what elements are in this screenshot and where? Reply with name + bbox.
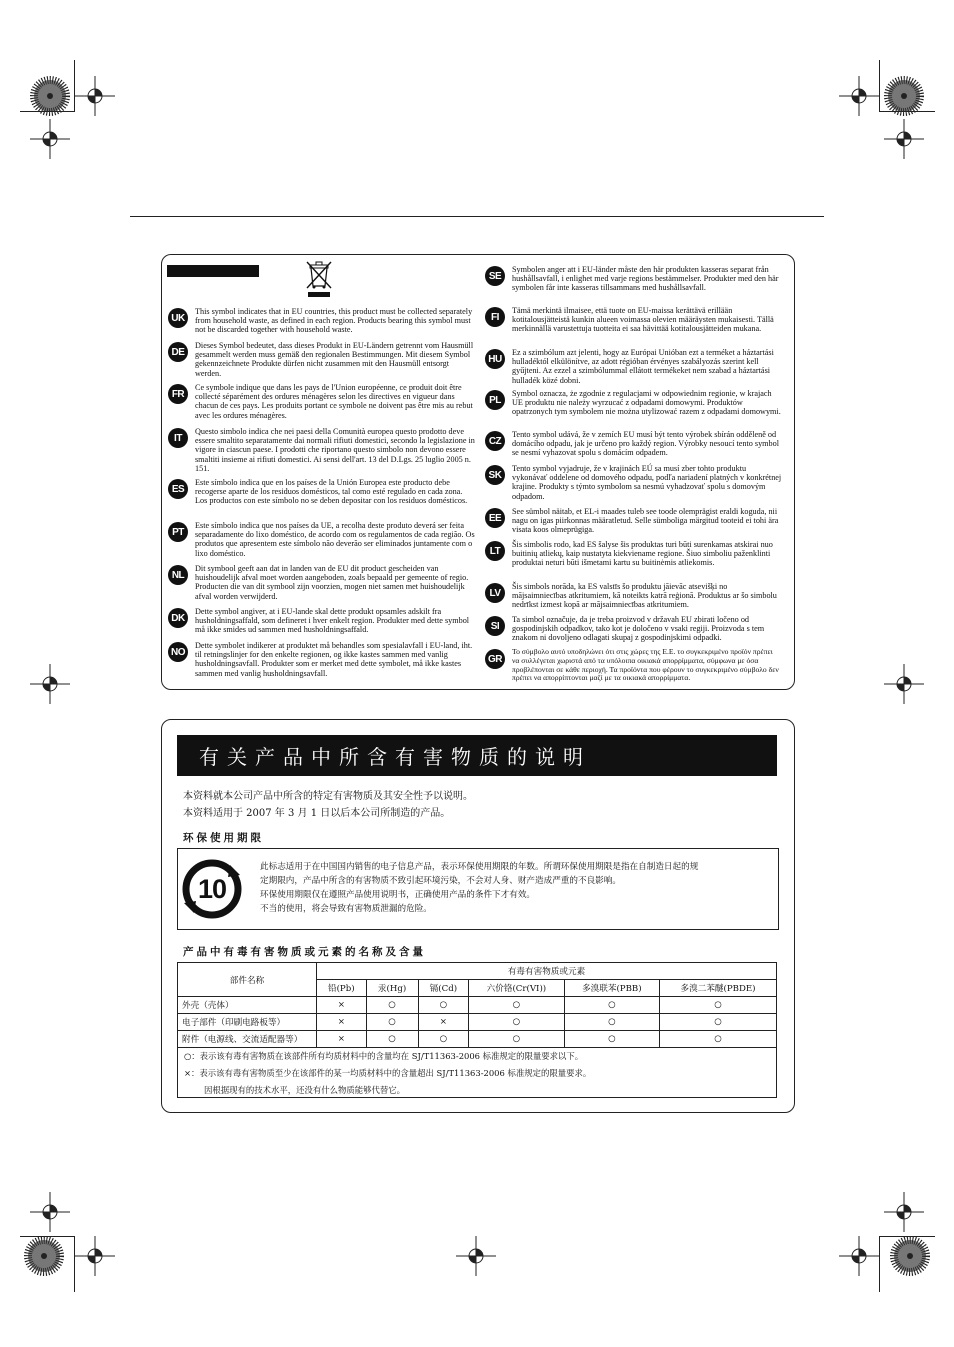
epup-line: 环保使用期限仅在遵照产品使用说明书，正确使用产品的条件下才有效。	[260, 890, 536, 900]
weee-entry-fi	[485, 306, 782, 334]
country-badge: SK	[485, 465, 505, 485]
substance-table-heading: 产品中有毒有害物质或元素的名称及含量	[183, 946, 426, 958]
country-badge: FR	[168, 384, 188, 404]
registration-target-icon	[30, 76, 70, 116]
weee-entry-hu	[485, 348, 782, 385]
table-col-header: 铅(Pb)	[317, 980, 367, 997]
table-cell: ×	[418, 1014, 469, 1031]
table-cell: ○	[366, 1014, 418, 1031]
weee-text: Este símbolo indica que nos países da UE, a recolha deste produto deverá ser feita separadamente do lixo doméstico, de acordo com os regulamentos de cada região. Os produtos que apresentem este símbolo não deverão ser eliminados juntamente com o lixo doméstico.	[195, 521, 475, 558]
weee-text: Το σύμβολο αυτό υποδηλώνει ότι στις χώρες της Ε.Ε. το συγκεκριμένο προϊόν πρέπει να συλλέγεται χωριστά από τα υπόλοιπα οικιακά απορρίμματα, σύμφωνα με όσα προβλέπονται σε κάθε περιοχή. Τα προϊόντα που φέρουν το συγκεκριμένο σύμβολο δεν πρέπει να απορρίπτονται μαζί με τα οικιακά απορρίμματα.	[512, 647, 779, 683]
table-cell: ○	[564, 1014, 659, 1031]
crosshair-icon	[30, 119, 70, 159]
weee-text: Tento symbol udává, že v zemích EU musí být tento výrobek sbírán odděleně od domácího odpadu, jak je určeno pro každý region. Výrobky nesoucí tento symbol se nesmí vyhazovat spolu s domácím odpadem.	[512, 430, 780, 458]
table-cell: ○	[564, 997, 659, 1014]
crosshair-icon	[884, 1192, 924, 1232]
crosshair-icon	[30, 1192, 70, 1232]
country-badge: CZ	[485, 431, 505, 451]
weee-text: See sümbol näitab, et EL-i maades tuleb see toode olemprägist eraldi koguda, nii nagu on igas piirkonnas määratletud. Selle sümboliga märgitud tooteid ei tohi ära visata koos olmeprügiga.	[512, 507, 779, 535]
weee-text: Symbolen anger att i EU-länder måste den här produkten kasseras separat från hushållsavfall, i enlighet med varje regions bestämmelser. Produkter med den här symbolen får inte kasseras tillsammans med hushållsavfall.	[512, 265, 779, 293]
table-cell-part: 外壳（壳体）	[178, 997, 317, 1014]
weee-text: Este símbolo indica que en los países de la Unión Europea este producto debe recogerse aparte de los residuos domésticos, tal como esté regulado en cada zona. Los productos con este símbolo no se deben depositar con los residuos domésticos.	[195, 478, 468, 506]
table-cell: ○	[660, 997, 777, 1014]
epup-heading: 环保使用期限	[183, 832, 264, 844]
header-rule	[130, 216, 824, 217]
weee-entry-uk	[168, 307, 475, 335]
table-header-part: 部件名称	[178, 963, 317, 997]
table-cell: ×	[317, 1031, 367, 1048]
weee-text: Ce symbole indique que dans les pays de l'Union européenne, ce produit doit être collecté séparément des ordures ménagères selon les directives en vigueur dans chacun de ces pays. Les produits portant ce symbole ne doivent pas être mis au rebut avec les ordures ménagères.	[195, 383, 473, 420]
table-header-group: 有毒有害物质或元素	[317, 963, 777, 980]
weee-entry-gr	[485, 648, 782, 683]
table-cell: ○	[469, 1031, 564, 1048]
crosshair-icon	[30, 664, 70, 704]
table-cell: ○	[564, 1031, 659, 1048]
weee-entry-lv	[485, 582, 782, 610]
table-cell: ○	[660, 1014, 777, 1031]
table-row	[178, 997, 777, 1014]
crosshair-icon	[456, 1236, 496, 1276]
table-row	[178, 1014, 777, 1031]
registration-target-icon	[884, 76, 924, 116]
country-badge: IT	[168, 428, 188, 448]
epup-logo-number: 10	[197, 873, 227, 904]
weee-entry-dk	[168, 607, 475, 635]
country-badge: HU	[485, 349, 505, 369]
epup-line: 定期限内，产品中所含的有害物质不致引起环境污染，不会对人身、财产造成严重的不良影响。	[260, 876, 621, 886]
country-badge: LT	[485, 541, 505, 561]
weee-text: Symbol oznacza, że zgodnie z regulacjami w odpowiednim regionie, w krajach UE produktu nie należy wyrzucać z odpadami domowymi. Produktów opatrzonych tym symbolem nie można utylizować razem z odpadami domowymi.	[512, 389, 781, 417]
weee-text: Tento symbol vyjadruje, že v krajinách EÚ sa musí zber tohto produktu vykonávať oddelene od domového odpadu, podľa nariadení platných v konkrétnej krajine. Produkty s týmto symbolom sa nesmú vyhadzovať spolu s domovým odpadom.	[512, 464, 782, 501]
crosshair-icon	[839, 76, 879, 116]
weee-text: Tämä merkintä ilmaisee, että tuote on EU-maissa kerättävä erillään kotitalousjätteistä kunkin alueen voimassa olevien määräysten mukaisesti. Tällä merkinnällä varustettuja tuotteita ei saa hävittää kotitalousjätteiden mukana.	[512, 306, 774, 334]
table-cell: ×	[317, 1014, 367, 1031]
weee-entry-de	[168, 341, 475, 378]
country-badge: PL	[485, 390, 505, 410]
weee-text: Dette symbol angiver, at i EU-lande skal dette produkt opsamles adskilt fra husholdningsaffald, som defineret i hver enkelt region. Produkter med dette symbol må ikke smides ud sammen med husholdningsaffald.	[195, 607, 470, 635]
table-col-header: 多溴二苯醚(PBDE)	[660, 980, 777, 997]
registration-target-icon	[24, 1236, 64, 1276]
epup-description	[260, 860, 770, 916]
table-cell: ○	[418, 1031, 469, 1048]
country-badge: ES	[168, 479, 188, 499]
table-cell: ○	[418, 997, 469, 1014]
table-cell-part: 电子部件（印刷电路板等）	[178, 1014, 317, 1031]
weee-entry-pt	[168, 521, 475, 558]
crosshair-icon	[884, 664, 924, 704]
country-badge: DK	[168, 608, 188, 628]
table-cell-part: 附件（电源线、交流适配器等）	[178, 1031, 317, 1048]
table-cell: ○	[660, 1031, 777, 1048]
country-badge: FI	[485, 307, 505, 327]
country-badge: DE	[168, 342, 188, 362]
table-cell: ○	[366, 997, 418, 1014]
rohs-title: 有关产品中所含有害物质的说明	[177, 735, 777, 776]
country-badge: PT	[168, 522, 188, 542]
weee-label-bar	[167, 265, 259, 277]
rohs-intro-line-2: 本资料适用于 2007 年 3 月 1 日以后本公司所制造的产品。	[183, 808, 451, 819]
note-line: ×：表示该有毒有害物质至少在该部件的某一均质材料中的含量超出 SJ/T11363-2006 标准规定的限量要求。	[184, 1068, 592, 1078]
substance-table-notes	[177, 1046, 777, 1098]
weee-text: Dit symbool geeft aan dat in landen van de EU dit product gescheiden van huishoudelijk afval moet worden aangeboden, zoals bepaald per gemeente of regio. Producten die van dit symbool zijn voorzien, mogen niet samen met huishoudelijk afval worden verwijderd.	[195, 564, 469, 601]
note-line: 因根据现有的技术水平，还没有什么物质能够代替它。	[204, 1085, 405, 1095]
table-cell: ○	[469, 997, 564, 1014]
weee-entry-nl	[168, 564, 475, 601]
crossed-bin-icon	[304, 258, 334, 298]
country-badge: SE	[485, 266, 505, 286]
weee-entry-cz	[485, 430, 782, 458]
weee-text: Ez a szimbólum azt jelenti, hogy az Európai Unióban ezt a terméket a háztartási hulladéktól elkülönítve, az adott régióban érvényes szabályozás szerint kell gyűjteni. Az ezzel a szimbólummal ellátott termékeket nem szabad a háztartási hulladék közé dobni.	[512, 348, 774, 385]
weee-entry-pl	[485, 389, 782, 417]
crosshair-icon	[884, 119, 924, 159]
epup-10-year-logo-icon	[180, 857, 244, 921]
weee-entry-si	[485, 615, 782, 643]
weee-entry-lt	[485, 540, 782, 568]
crosshair-icon	[75, 1236, 115, 1276]
country-badge: GR	[485, 649, 505, 669]
weee-entry-se	[485, 265, 782, 293]
table-cell: ○	[469, 1014, 564, 1031]
weee-entry-es	[168, 478, 475, 506]
substance-table	[177, 962, 777, 1048]
country-badge: NL	[168, 565, 188, 585]
table-cell: ×	[317, 997, 367, 1014]
rohs-intro-line-1: 本资料就本公司产品中所含的特定有害物质及其安全性予以说明。	[183, 791, 473, 802]
weee-entry-it	[168, 427, 475, 473]
weee-entry-sk	[485, 464, 782, 501]
weee-text: Ta simbol označuje, da je treba proizvod v državah EU zbirati ločeno od gospodinjskih odpadkov, tako kot je določeno v vsaki regiji. Proizvoda s tem znakom ni dovoljeno odlagati skupaj z gospodinjskimi odpadki.	[512, 615, 765, 643]
registration-target-icon	[890, 1236, 930, 1276]
weee-text: Šis simbols norāda, ka ES valstīs šo produktu jāievāc atsevišķi no mājsaimniecības atkritumiem, kā noteikts katrā reģionā. Produktus ar šo simbolu nedrīkst izmest kopā ar mājsaimniecības atkritumiem.	[512, 582, 777, 610]
table-col-header: 汞(Hg)	[366, 980, 418, 997]
weee-text: Šis simbolis rodo, kad ES šalyse šis produktas turi būti surenkamas atskirai nuo buitinių atliekų, kaip nustatyta kiekviename regione. Šiuo simboliu paženklinti produktai neturi būti išmetami kartu su buitinėmis atliekomis.	[512, 540, 773, 568]
table-cell: ○	[366, 1031, 418, 1048]
country-badge: UK	[168, 308, 188, 328]
country-badge: NO	[168, 642, 188, 662]
epup-line: 不当的使用，将会导致有害物质泄漏的危险。	[260, 904, 432, 914]
table-col-header: 六价铬(Cr(VI))	[469, 980, 564, 997]
weee-entry-ee	[485, 507, 782, 535]
table-col-header: 多溴联苯(PBB)	[564, 980, 659, 997]
weee-entry-no	[168, 641, 475, 678]
note-line: ○：表示该有毒有害物质在该部件所有均质材料中的含量均在 SJ/T11363-2006 标准规定的限量要求以下。	[184, 1051, 584, 1061]
country-badge: EE	[485, 508, 505, 528]
weee-text: Dieses Symbol bedeutet, dass dieses Produkt in EU-Ländern getrennt vom Hausmüll gesammelt werden muss gemäß den regionalen Bestimmungen. Mit diesem Symbol gekennzeichnete Produkte dürfen nicht zusammen mit den Hausmüll entsorgt werden.	[195, 341, 474, 378]
crosshair-icon	[75, 76, 115, 116]
weee-entry-fr	[168, 383, 475, 420]
table-col-header: 镉(Cd)	[418, 980, 469, 997]
crosshair-icon	[839, 1236, 879, 1276]
country-badge: LV	[485, 583, 505, 603]
table-row	[178, 1031, 777, 1048]
weee-text: Dette symbolet indikerer at produktet må behandles som spesialavfall i EU-land, iht. til retningslinjer for den enkelte regionen, og ikke kastes sammen med vanlig husholdningsavfall. Produkter som er merket med dette symbolet, må ikke kastes sammen med vanlig husholdningsavfall.	[195, 641, 473, 678]
weee-text: Questo simbolo indica che nei paesi della Comunità europea questo prodotto deve essere smaltito separatamente dai normali rifiuti domestici, secondo la legislazione in vigore in ciascun paese. I prodotti che riportano questo simbolo non devono essere smaltiti insieme ai rifiuti domestici. Ai sensi dell'art. 13 del D.Lgs. 25 luglio 2005 n. 151.	[195, 427, 475, 473]
epup-line: 此标志适用于在中国国内销售的电子信息产品，表示环保使用期限的年数。所谓环保使用期限是指在自制造日起的规	[260, 862, 699, 872]
country-badge: SI	[485, 616, 505, 636]
weee-text: This symbol indicates that in EU countries, this product must be collected separately from household waste, as defined in each region. Products bearing this symbol must not be discarded together with household waste.	[195, 307, 473, 335]
